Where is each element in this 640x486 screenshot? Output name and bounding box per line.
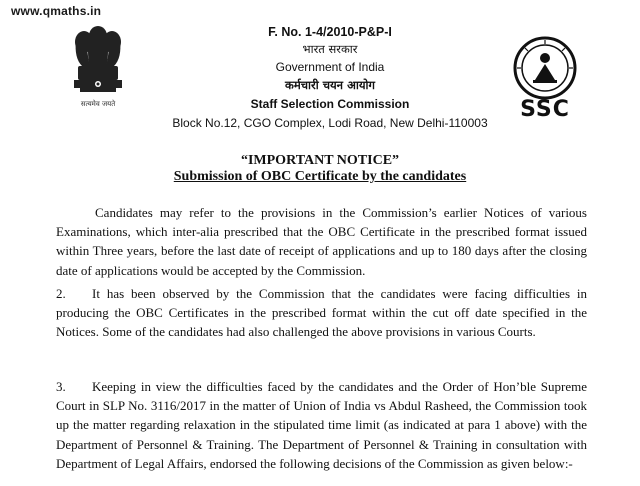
commission-address: Block No.12, CGO Complex, Lodi Road, New Delhi-110003 <box>172 116 488 130</box>
file-number: F. No. 1-4/2010-P&P-I <box>268 25 392 39</box>
ssc-logo-text: SSC <box>520 97 570 120</box>
paragraph-1 <box>56 203 587 280</box>
paragraph-2-text: It has been observed by the Commission that the candidates were facing difficulties in producing the OBC Certificates in the prescribed format within the cut off date specified in the Notices. Some of the candidates had also challenged the above provisions in various Courts. <box>56 286 587 340</box>
paragraph-3 <box>56 377 587 473</box>
commission-name: Staff Selection Commission <box>250 97 410 111</box>
government-label: Government of India <box>275 60 385 74</box>
paragraph-3-text: Keeping in view the difficulties faced by the candidates and the Order of Hon’ble Supreme Court in SLP No. 3116/2017 in the matter of Union of India vs Abdul Rasheed, the Commission took up the matter regarding relaxation in the stipulated time limit (as indicated at para 1 above) with the Department of Personnel & Training. The Department of Personnel & Training in consultation with Department of Legal Affairs, endorsed the following decisions of the Commission as given below:- <box>56 379 587 471</box>
watermark-url: www.qmaths.in <box>11 4 102 18</box>
paragraph-2-number: 2. <box>56 286 66 301</box>
emblem-caption: सत्यमेव जयते <box>80 100 116 108</box>
notice-subtitle: Submission of OBC Certificate by the candidates <box>173 169 467 184</box>
letterhead <box>140 24 520 132</box>
hindi-government-label: भारत सरकार <box>302 42 358 56</box>
paragraph-2 <box>56 284 587 342</box>
notice-title: “IMPORTANT NOTICE” <box>240 153 400 168</box>
national-emblem-icon <box>68 22 128 110</box>
paragraph-3-number: 3. <box>56 379 66 394</box>
hindi-commission-label: कर्मचारी चयन आयोग <box>285 78 375 92</box>
paragraph-1-text: Candidates may refer to the provisions in the Commission’s earlier Notices of various Examinations, which inter-alia prescribed that the OBC Certificate in the prescribed format issued within Three years, before the last date of receipt of applications and up to 180 days after the closing date of applications would be accepted by the Commission. <box>56 205 587 278</box>
